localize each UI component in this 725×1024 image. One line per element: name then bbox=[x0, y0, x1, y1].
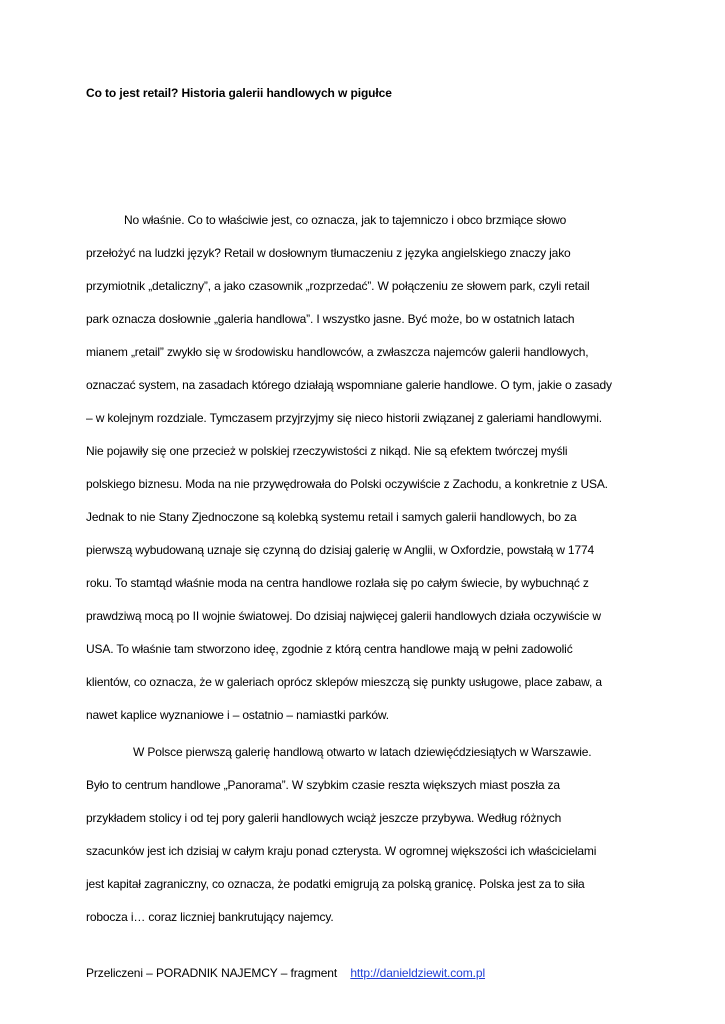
paragraph-line: roku. To stamtąd właśnie moda na centra handlowe rozlała się po całym świecie, by wybuchnąć z bbox=[86, 576, 589, 590]
paragraph-line: mianem „retail” zwykło się w środowisku handlowców, a zwłaszcza najemców galerii handlowych, bbox=[86, 345, 589, 359]
paragraph-line: Było to centrum handlowe „Panorama”. W szybkim czasie reszta większych miast poszła za bbox=[86, 778, 560, 792]
paragraph-line: – w kolejnym rozdziale. Tymczasem przyjrzyjmy się nieco historii związanej z galeriami handlowymi. bbox=[86, 411, 602, 425]
paragraph-line: szacunków jest ich dzisiaj w całym kraju ponad czterysta. W ogromnej większości ich właścicielami bbox=[86, 844, 597, 858]
page-footer bbox=[86, 966, 485, 980]
paragraph-line: przełożyć na ludzki język? Retail w dosłownym tłumaczeniu z języka angielskiego znaczy jako bbox=[86, 246, 571, 260]
paragraph-line: przymiotnik „detaliczny”, a jako czasownik „rozprzedać”. W połączeniu ze słowem park, czyli retail bbox=[86, 279, 590, 293]
paragraph-line: W Polsce pierwszą galerię handlową otwarto w latach dziewięćdziesiątych w Warszawie. bbox=[133, 745, 592, 759]
footer-website-link[interactable]: http://danieldziewit.com.pl bbox=[350, 966, 486, 980]
document-title: Co to jest retail? Historia galerii handlowych w pigułce bbox=[86, 86, 392, 100]
paragraph-line: No właśnie. Co to właściwie jest, co oznacza, jak to tajemniczo i obco brzmiące słowo bbox=[124, 213, 567, 227]
footer-text: Przeliczeni – PORADNIK NAJEMCY – fragment bbox=[86, 966, 338, 980]
paragraph-line: Nie pojawiły się one przecież w polskiej rzeczywistości z nikąd. Nie są efektem twórczej myśli bbox=[86, 444, 568, 458]
paragraph-line: jest kapitał zagraniczny, co oznacza, że podatki emigrują za polską granicę. Polska jest za to siła bbox=[86, 877, 585, 891]
paragraph-line: prawdziwą mocą po II wojnie światowej. Do dzisiaj najwięcej galerii handlowych działa oczywiście w bbox=[86, 609, 601, 623]
paragraph-line: Jednak to nie Stany Zjednoczone są kolebką systemu retail i samych galerii handlowych, bo za bbox=[86, 510, 577, 524]
paragraph-line: oznaczać system, na zasadach którego działają wspomniane galerie handlowe. O tym, jakie o zasady bbox=[86, 378, 612, 392]
paragraph-line: przykładem stolicy i od tej pory galerii handlowych wciąż jeszcze przybywa. Według różnych bbox=[86, 811, 562, 825]
paragraph-line: klientów, co oznacza, że w galeriach oprócz sklepów mieszczą się punkty usługowe, place zabaw, a bbox=[86, 675, 602, 689]
paragraph-line: park oznacza dosłownie „galeria handlowa”. I wszystko jasne. Być może, bo w ostatnich latach bbox=[86, 312, 575, 326]
paragraph-line: robocza i… coraz liczniej bankrutujący najemcy. bbox=[86, 910, 334, 924]
paragraph-line: USA. To właśnie tam stworzono ideę, zgodnie z którą centra handlowe mają w pełni zadowolić bbox=[86, 642, 573, 656]
paragraph-line: nawet kaplice wyznaniowe i – ostatnio – namiastki parków. bbox=[86, 708, 389, 722]
paragraph-line: pierwszą wybudowaną uznaje się czynną do dzisiaj galerię w Anglii, w Oxfordzie, powstałą w 1774 bbox=[86, 543, 595, 557]
paragraph-line: polskiego biznesu. Moda na nie przywędrowała do Polski oczywiście z Zachodu, a konkretnie z USA. bbox=[86, 477, 608, 491]
